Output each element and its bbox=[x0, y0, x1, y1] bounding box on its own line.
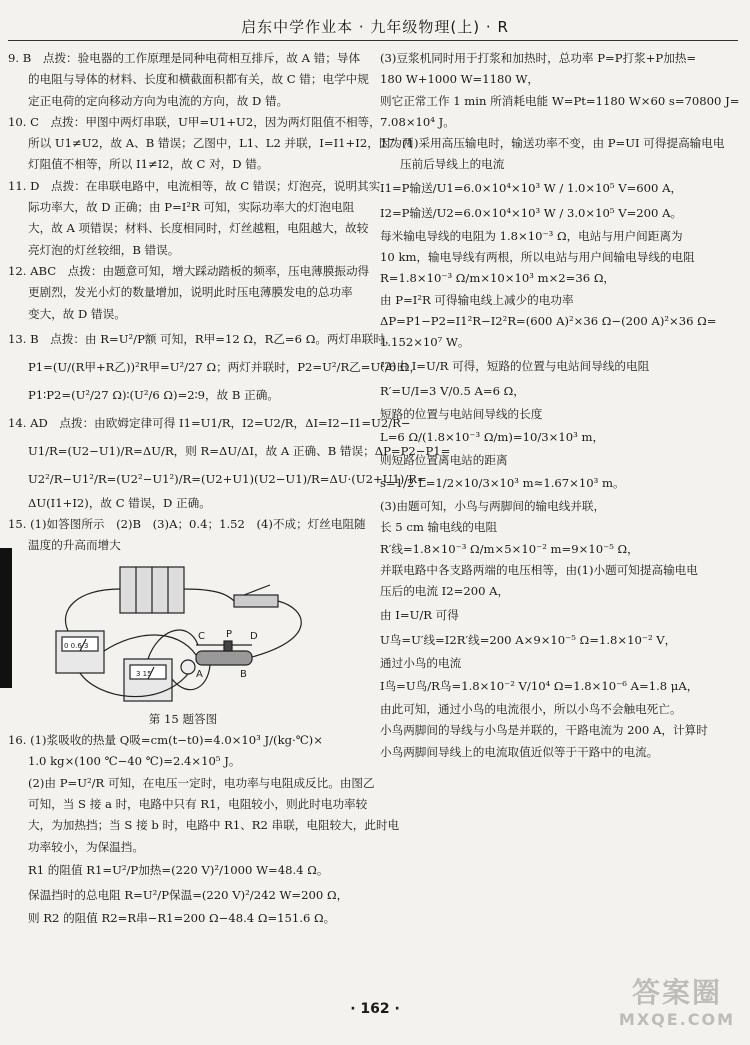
terminal-b-label: B bbox=[240, 668, 247, 680]
answer-line: P1=(U/(R甲+R乙))²R甲=U²/27 Ω；两灯并联时，P2=U²/R乙=U²/6 Ω， bbox=[28, 359, 422, 374]
answer-line: 变大，故 D 错误。 bbox=[28, 306, 126, 321]
answer-line: I2=P输送/U2=6.0×10⁴×10³ W / 3.0×10⁵ V=200 A。 bbox=[380, 205, 683, 220]
answer-line: 大，故 A 项错误；材料、长度相同时，灯丝越粗，电阻越大，故较 bbox=[28, 221, 369, 236]
answer-line: 11. D 点拨：在串联电路中，电流相等，故 C 错误；灯泡亮，说明其实 bbox=[8, 178, 381, 193]
answer-line: 可知，当 S 接 a 时，电路中只有 R1，电阻较小，则此时电功率较 bbox=[28, 796, 368, 811]
answer-line: (3)豆浆机同时用于打浆和加热时，总功率 P=P打浆+P加热= bbox=[380, 51, 697, 65]
answer-line: 保温挡时的总电阻 R=U²/P保温=(220 V)²/242 W=200 Ω， bbox=[28, 887, 349, 902]
answer-line: 12. ABC 点拨：由题意可知，增大踩动踏板的频率，压电薄膜振动得 bbox=[8, 263, 370, 278]
answer-line: 功率较小，为保温挡。 bbox=[28, 839, 144, 854]
answer-line: 通过小鸟的电流 bbox=[380, 655, 462, 670]
voltmeter-scale: 3 15 bbox=[136, 669, 152, 678]
answer-line: R′线=1.8×10⁻³ Ω/m×5×10⁻² m=9×10⁻⁵ Ω， bbox=[380, 541, 639, 556]
answer-line: 压后的电流 I2=200 A， bbox=[380, 584, 510, 599]
header-rule bbox=[8, 40, 738, 41]
terminal-c-label: C bbox=[198, 630, 205, 642]
answer-line: 由此可知，通过小鸟的电流很小，所以小鸟不会触电死亡。 bbox=[380, 701, 682, 716]
answer-line: R1 的阻值 R1=U²/P加热=(220 V)²/1000 W=48.4 Ω。 bbox=[28, 862, 329, 877]
page-number: · 162 · bbox=[350, 1001, 400, 1017]
answer-line: 亮灯泡的灯丝较细，B 错误。 bbox=[28, 242, 180, 257]
answer-line: U鸟=U′线=I2R′线=200 A×9×10⁻⁵ Ω=1.8×10⁻² V， bbox=[380, 632, 677, 647]
answer-line: ΔU(I1+I2)，故 C 错误，D 正确。 bbox=[28, 495, 211, 510]
answer-line: 由 P=I²R 可得输电线上减少的电功率 bbox=[380, 292, 574, 307]
answer-line: 7.08×10⁴ J。 bbox=[380, 114, 455, 129]
answer-line: 180 W+1000 W=1180 W， bbox=[380, 72, 539, 87]
circuit-figure bbox=[38, 559, 358, 709]
answer-line: 长 5 cm 输电线的电阻 bbox=[380, 520, 498, 535]
answer-line: P1∶P2=(U²/27 Ω)∶(U²/6 Ω)=2∶9，故 B 正确。 bbox=[28, 387, 279, 402]
answer-line: 则短路位置离电站的距离 bbox=[380, 452, 508, 467]
rheostat-icon bbox=[196, 651, 252, 665]
answer-line: 温度的升高而增大 bbox=[28, 538, 121, 553]
answer-line: 大，为加热挡；当 S 接 b 时，电路中 R1、R2 串联，电阻较大，此时电 bbox=[28, 818, 400, 833]
answer-line: L=6 Ω/(1.8×10⁻³ Ω/m)=10/3×10³ m， bbox=[380, 429, 605, 444]
answer-line: 定正电荷的定向移动方向为电流的方向，故 D 错。 bbox=[28, 93, 289, 108]
page-header bbox=[0, 0, 750, 44]
answer-line: R′=U/I=3 V/0.5 A=6 Ω， bbox=[380, 383, 525, 398]
answer-line: (3)由题可知，小鸟与两脚间的输电线并联， bbox=[380, 499, 606, 514]
answer-line: 所以 U1≠U2，故 A、B 错误；乙图中，L1、L2 并联，I=I1+I2，因为两 bbox=[28, 136, 414, 151]
answer-line: 16. (1)浆吸收的热量 Q吸=cm(t−t0)=4.0×10³ J/(kg·℃)× bbox=[8, 733, 323, 748]
answer-line: 10 km，输电导线有两根，所以电站与用户间输电导线的电阻 bbox=[380, 250, 695, 265]
site-watermark bbox=[612, 976, 742, 1038]
answer-line: 则 R2 的阻值 R2=R串−R1=200 Ω−48.4 Ω=151.6 Ω。 bbox=[28, 910, 336, 925]
circuit-diagram bbox=[38, 559, 358, 709]
answer-line: 短路的位置与电站间导线的长度 bbox=[380, 406, 543, 421]
answer-line: 压前后导线上的电流 bbox=[400, 157, 505, 172]
right-column bbox=[380, 48, 740, 763]
answer-line: 际功率大，故 D 正确；由 P=I²R 可知，实际功率大的灯泡电阻 bbox=[28, 200, 355, 215]
header-title: 启东中学作业本 · 九年级物理(上) · R bbox=[241, 18, 509, 36]
answer-line: 更剧烈，发光小灯的数量增加，说明此时压电薄膜发电的总功率 bbox=[28, 285, 353, 300]
answer-line: ΔP=P1−P2=I1²R−I2²R=(600 A)²×36 Ω−(200 A)²×36 Ω= bbox=[380, 313, 717, 328]
ammeter-scale: 0 0.6 3 bbox=[64, 641, 89, 650]
answer-line: I1=P输送/U1=6.0×10⁴×10³ W / 1.0×10⁵ V=600 A， bbox=[380, 180, 683, 195]
answer-line: 1.0 kg×(100 ℃−40 ℃)=2.4×10⁵ J。 bbox=[28, 754, 241, 769]
answer-line: R=1.8×10⁻³ Ω/m×10×10³ m×2=36 Ω， bbox=[380, 271, 616, 286]
answer-line: 并联电路中各支路两端的电压相等，由(1)小题可知提高输电电 bbox=[380, 563, 698, 578]
answer-line: 灯阻值不相等，所以 I1≠I2，故 C 对，D 错。 bbox=[28, 157, 269, 172]
answer-line: U1/R=(U2−U1)/R=ΔU/R，则 R=ΔU/ΔI，故 A 正确、B 错误；ΔP=P2−P1= bbox=[28, 443, 451, 458]
terminal-a-label: A bbox=[196, 668, 203, 680]
terminal-d-label: D bbox=[250, 630, 258, 642]
answer-line: I鸟=U鸟/R鸟=1.8×10⁻² V/10⁴ Ω=1.8×10⁻⁶ A=1.8 μA， bbox=[380, 678, 699, 693]
answer-line: 的电阻与导体的材料、长度和横截面积都有关，故 C 错；电学中规 bbox=[28, 72, 369, 87]
figure-caption: 第 15 题答图 bbox=[148, 711, 218, 726]
answer-line: 10. C 点拨：甲图中两灯串联，U甲=U1+U2，因为两灯阻值不相等， bbox=[8, 114, 381, 129]
answer-line: 9. B 点拨：验电器的工作原理是同种电荷相互排斥，故 A 错；导体 bbox=[8, 51, 361, 65]
answer-line: 由 I=U/R 可得 bbox=[380, 607, 459, 622]
answer-line: s=1/2 L=1/2×10/3×10³ m≈1.67×10³ m。 bbox=[380, 476, 625, 491]
answer-line: 13. B 点拨：由 R=U²/P额 可知，R甲=12 Ω，R乙=6 Ω。两灯串联时， bbox=[8, 331, 397, 346]
watermark-url: MXQE.COM bbox=[618, 1010, 736, 1029]
answer-line: (2)由 I=U/R 可得，短路的位置与电站间导线的电阻 bbox=[380, 358, 650, 373]
switch-icon bbox=[234, 595, 278, 607]
answer-line: U2²/R−U1²/R=(U2²−U1²)/R=(U2+U1)(U2−U1)/R=ΔU·(U2+U1)/R= bbox=[28, 471, 427, 486]
answer-line: 1.152×10⁷ W。 bbox=[380, 335, 470, 350]
watermark-title: 答案圈 bbox=[631, 976, 722, 1009]
answer-line: (2)由 P=U²/R 可知，在电压一定时，电功率与电阻成反比。由图乙 bbox=[28, 775, 375, 790]
answer-line: 15. (1)如答图所示 (2)B (3)A；0.4；1.52 (4)不成；灯丝电阻随 bbox=[8, 517, 366, 532]
answer-line: 小鸟两脚间的导线与小鸟是并联的，干路电流为 200 A，计算时 bbox=[380, 723, 708, 738]
answer-line: 17. (1)采用高压输电时，输送功率不变，由 P=UI 可得提高输电电 bbox=[380, 136, 725, 151]
answer-line: 14. AD 点拨：由欧姆定律可得 I1=U1/R，I2=U2/R，ΔI=I2−I1=U2/R− bbox=[8, 415, 411, 430]
slider-p-label: P bbox=[226, 628, 233, 640]
lamp-icon bbox=[181, 660, 195, 674]
answer-line: 每米输电导线的电阻为 1.8×10⁻³ Ω，电站与用户间距离为 bbox=[380, 228, 683, 243]
answer-line: 则它正常工作 1 min 所消耗电能 W=Pt=1180 W×60 s=70800 J= bbox=[380, 93, 740, 108]
answer-line: 小鸟两脚间导线上的电流取值近似等于干路中的电流。 bbox=[380, 744, 659, 759]
